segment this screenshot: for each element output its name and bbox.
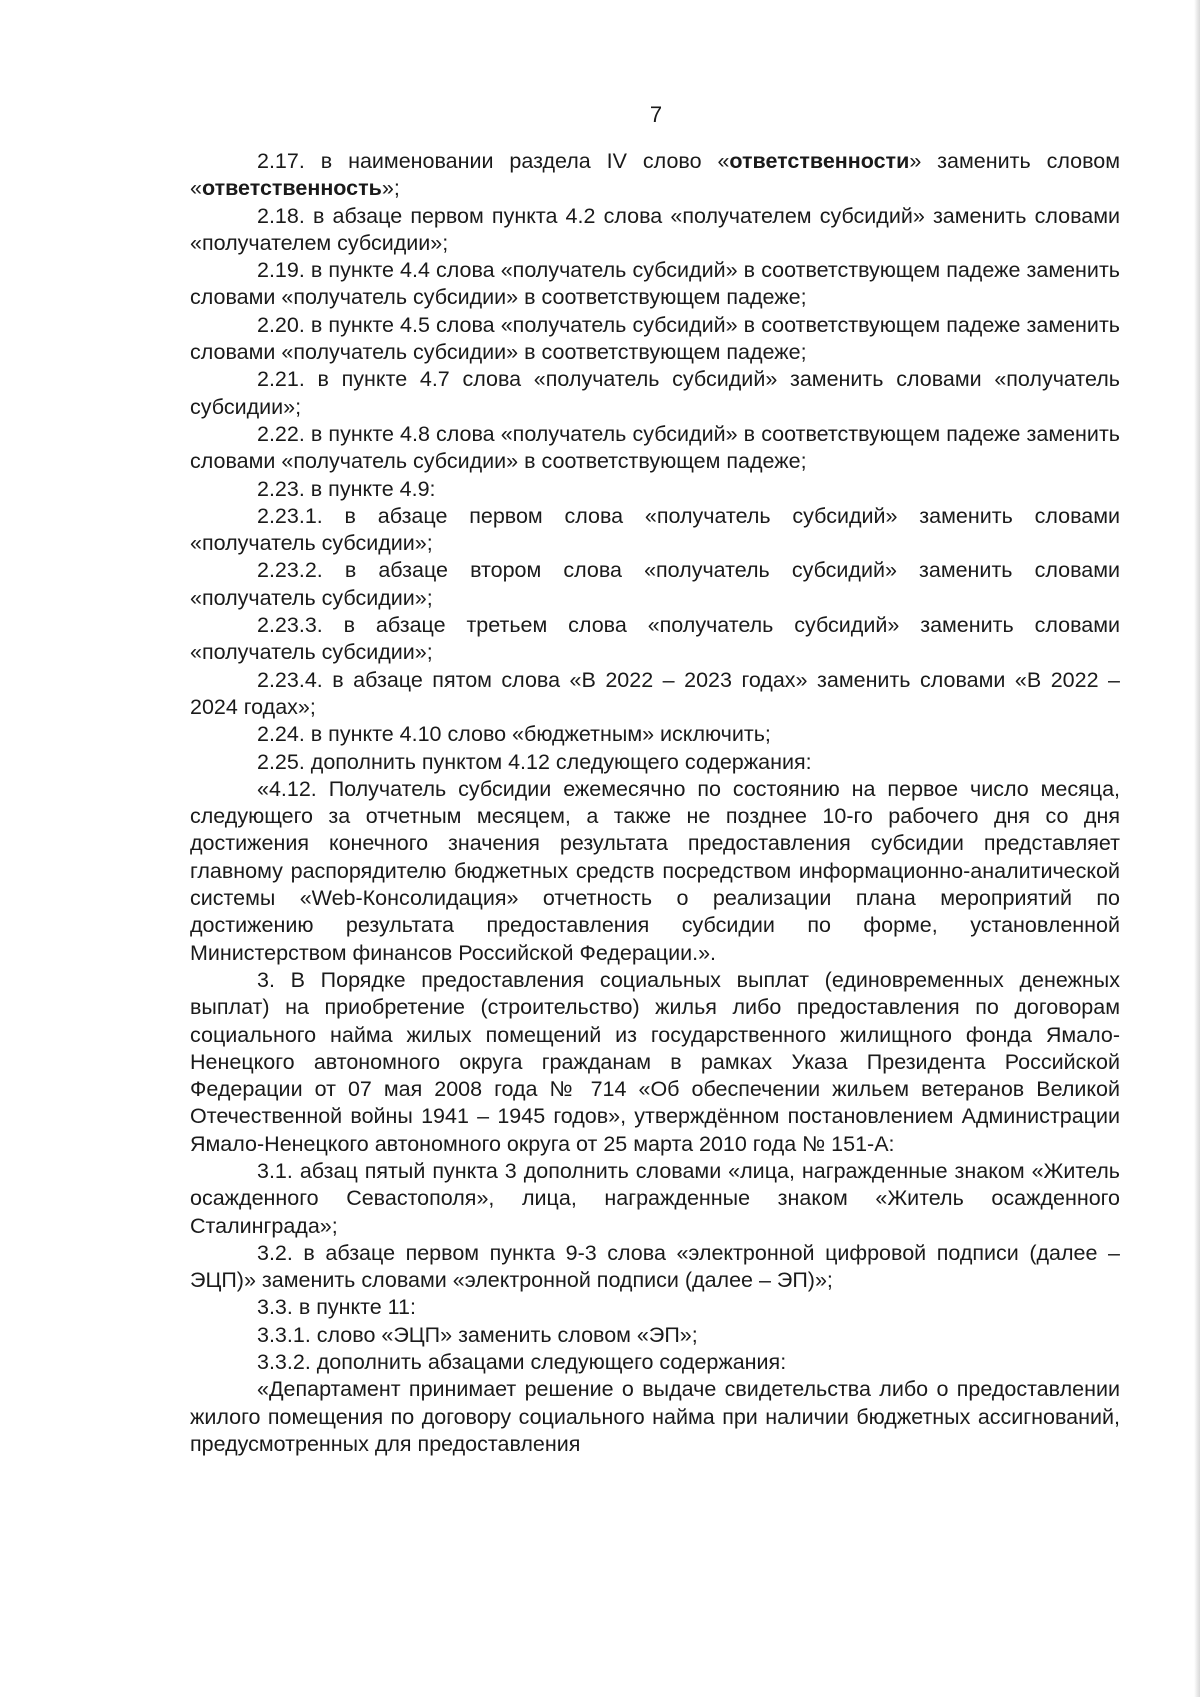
text-run: » заменить словом «	[190, 149, 1120, 201]
paragraph	[190, 203, 1120, 258]
text-run: 2.20. в пункте 4.5 слова «получатель субсидий» в соответствующем падеже заменить словами «получатель субсидии» в соответствующем падеже;	[190, 312, 1120, 365]
page-number: 7	[649, 102, 663, 127]
paragraph	[190, 503, 1120, 558]
text-run: 2.22. в пункте 4.8 слова «получатель субсидий» в соответствующем падеже заменить словами «получатель субсидии» в соответствующем падеже;	[190, 421, 1120, 474]
document-body	[190, 148, 1120, 1458]
text-run: 2.23.3. в абзаце третьем слова «получатель субсидий» заменить словами «получатель субсидии»;	[190, 613, 1120, 665]
text-run: «4.12. Получатель субсидии ежемесячно по состоянию на первое число месяца, следующего за отчетным месяцем, а также не позднее 10-го рабочего дня со дня достижения конечного значения результата предоставления субсидии представляет главному распорядителю бюджетных средств посредством информационно-аналитической системы «Web-Консолидация» отчетность о реализации плана мероприятий по достижению результата предоставления субсидии по форме, установленной Министерством финансов Российской Федерации.».	[190, 776, 1120, 965]
paragraph	[190, 667, 1120, 722]
paragraph	[190, 366, 1120, 421]
text-run: 2.23. в пункте 4.9:	[257, 476, 436, 501]
text-run: 3.3.1. слово «ЭЦП» заменить словом «ЭП»;	[257, 1322, 698, 1347]
paragraph	[190, 967, 1120, 1158]
text-run: 2.19. в пункте 4.4 слова «получатель субсидий» в соответствующем падеже заменить словами «получатель субсидии» в соответствующем падеже;	[190, 258, 1120, 310]
paragraph	[190, 1376, 1120, 1458]
paragraph	[190, 776, 1120, 967]
paragraph	[190, 312, 1120, 367]
paragraph	[190, 749, 1120, 776]
text-run: 2.23.2. в абзаце втором слова «получатель субсидий» заменить словами «получатель субсидии»;	[190, 558, 1120, 610]
text-run: 3.1. абзац пятый пункта 3 дополнить словами «лица, награжденные знаком «Житель осажденного Севастополя», лица, награжденные знаком «Житель осажденного Сталинграда»;	[190, 1158, 1120, 1238]
paragraph	[190, 1349, 1120, 1376]
text-run: 2.23.1. в абзаце первом слова «получатель субсидий» заменить словами «получатель субсидии»;	[190, 503, 1120, 556]
scan-edge-shadow	[1194, 0, 1200, 1697]
text-run: «Департамент принимает решение о выдаче свидетельства либо о предоставлении жилого помещения по договору социального найма при наличии бюджетных ассигнований, предусмотренных для предоставления	[190, 1377, 1120, 1456]
text-run: 3. В Порядке предоставления социальных выплат (единовременных денежных выплат) на приобретение (строительство) жилья либо предоставления по договорам социального найма жилых помещений из государственного жилищного фонда Ямало-Ненецкого автономного округа гражданам в рамках Указа Президента Российской Федерации от 07 мая 2008 года № 714 «Об обеспечении жильем ветеранов Великой Отечественной войны 1941 – 1945 годов», утверждённом постановлением Администрации Ямало-Ненецкого автономного округа от 25 марта 2010 года № 151-А:	[190, 967, 1120, 1156]
text-run: 2.24. в пункте 4.10 слово «бюджетным» исключить;	[257, 722, 771, 747]
text-run: 2.17. в наименовании раздела IV слово «	[257, 149, 730, 173]
text-run: 2.25. дополнить пунктом 4.12 следующего содержания:	[257, 749, 812, 774]
text-run: 3.2. в абзаце первом пункта 9-3 слова «электронной цифровой подписи (далее – ЭЦП)» заменить словами «электронной подписи (далее – ЭП)»;	[190, 1240, 1120, 1293]
text-run: 2.23.4. в абзаце пятом слова «В 2022 – 2023 годах» заменить словами «В 2022 – 2024 годах»;	[190, 667, 1120, 719]
paragraph	[190, 721, 1120, 748]
paragraph	[190, 148, 1120, 203]
paragraph	[190, 476, 1120, 503]
paragraph	[190, 1294, 1120, 1321]
text-run: 2.21. в пункте 4.7 слова «получатель субсидий» заменить словами «получатель субсидии»;	[190, 367, 1120, 419]
paragraph	[190, 1158, 1120, 1240]
paragraph	[190, 612, 1120, 667]
bold-text-run: ответственность	[201, 176, 382, 201]
paragraph	[190, 421, 1120, 476]
paragraph	[190, 557, 1120, 612]
bold-text-run: ответственности	[729, 149, 910, 173]
text-run: »;	[381, 176, 400, 201]
paragraph	[190, 257, 1120, 312]
paragraph	[190, 1240, 1120, 1295]
text-run: 2.18. в абзаце первом пункта 4.2 слова «получателем субсидий» заменить словами «получателем субсидии»;	[190, 203, 1120, 255]
text-run: 3.3. в пункте 11:	[257, 1295, 416, 1320]
text-run: 3.3.2. дополнить абзацами следующего содержания:	[257, 1350, 787, 1375]
paragraph	[190, 1322, 1120, 1349]
